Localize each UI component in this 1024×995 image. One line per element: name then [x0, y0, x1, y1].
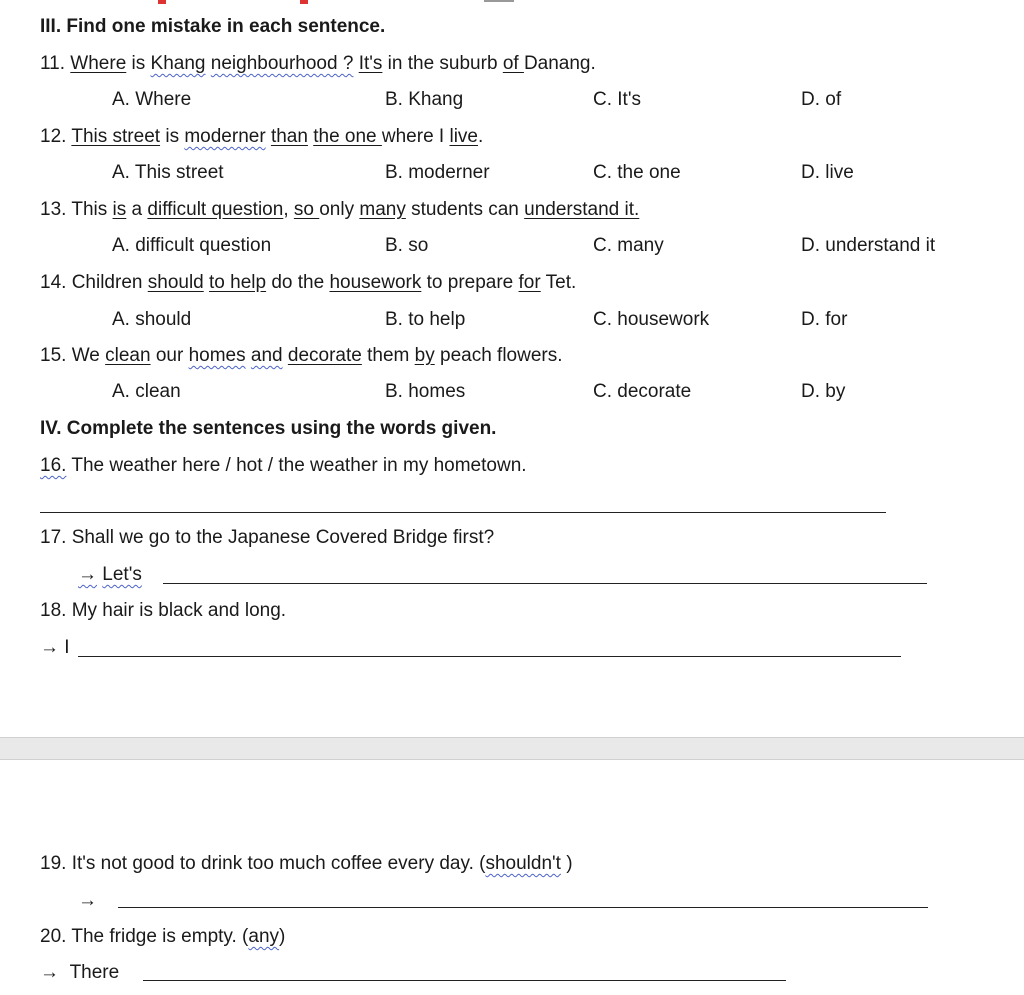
option-a[interactable]: A. This street [112, 162, 224, 183]
question-11: 11. Where is Khang neighbourhood ? It's in the suburb of Danang. [40, 53, 596, 74]
section-4-title: IV. Complete the sentences using the words given. [40, 418, 497, 439]
option-a[interactable]: A. Where [112, 89, 192, 110]
option-a[interactable]: A. should [112, 309, 192, 330]
answer-line[interactable] [163, 583, 927, 584]
option-d[interactable]: D. understand it [801, 235, 936, 256]
question-14: 14. Children should to help do the housework to prepare for Tet. [40, 272, 577, 293]
answer-line[interactable] [40, 512, 886, 513]
option-d[interactable]: D. of [801, 89, 842, 110]
option-a[interactable]: A. difficult question [112, 235, 272, 256]
red-mark [158, 0, 166, 4]
rewrite-prompt: → I [40, 637, 70, 658]
option-c[interactable]: C. the one [593, 162, 681, 183]
question-17: 17. Shall we go to the Japanese Covered Bridge first? [40, 527, 495, 548]
answer-line[interactable] [78, 656, 901, 657]
option-b[interactable]: B. Khang [385, 89, 464, 110]
option-d[interactable]: D. by [801, 381, 846, 402]
option-c[interactable]: C. It's [593, 89, 641, 110]
rewrite-arrow: → [78, 890, 97, 911]
question-15: 15. We clean our homes and decorate them by peach flowers. [40, 345, 563, 366]
rewrite-prompt: → Let's [78, 564, 142, 585]
question-20: 20. The fridge is empty. (any) [40, 926, 286, 947]
option-c[interactable]: C. housework [593, 309, 710, 330]
answer-line[interactable] [118, 907, 928, 908]
option-d[interactable]: D. for [801, 309, 848, 330]
question-19: 19. It's not good to drink too much coffee every day. (shouldn't ) [40, 853, 573, 874]
question-16: 16. The weather here / hot / the weather in my hometown. [40, 455, 527, 476]
option-b[interactable]: B. to help [385, 309, 466, 330]
option-c[interactable]: C. many [593, 235, 664, 256]
option-b[interactable]: B. moderner [385, 162, 490, 183]
gray-mark [484, 0, 514, 2]
option-b[interactable]: B. homes [385, 381, 466, 402]
page-break [0, 737, 1024, 760]
red-mark [300, 0, 308, 4]
question-18: 18. My hair is black and long. [40, 600, 287, 621]
option-a[interactable]: A. clean [112, 381, 181, 402]
option-c[interactable]: C. decorate [593, 381, 692, 402]
question-12: 12. This street is moderner than the one where I live. [40, 126, 484, 147]
option-d[interactable]: D. live [801, 162, 854, 183]
answer-line[interactable] [143, 980, 786, 981]
section-3-title: III. Find one mistake in each sentence. [40, 16, 386, 37]
option-b[interactable]: B. so [385, 235, 429, 256]
question-13: 13. This is a difficult question, so only many students can understand it. [40, 199, 640, 220]
rewrite-prompt: → There [40, 962, 120, 983]
